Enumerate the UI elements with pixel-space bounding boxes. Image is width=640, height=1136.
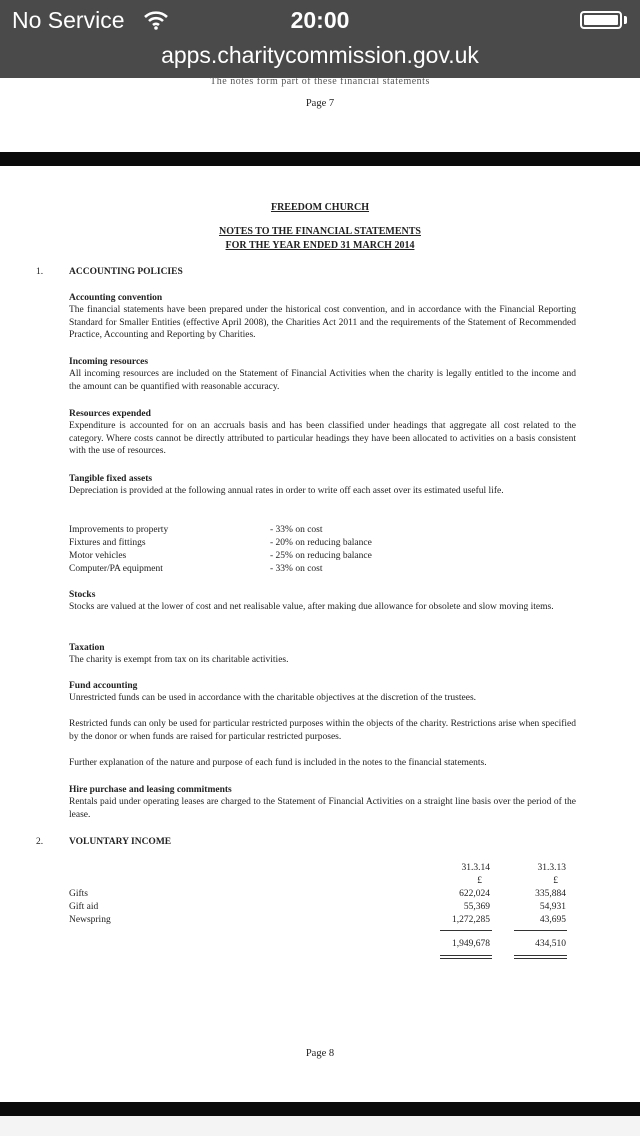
table-cell: 1,272,285 bbox=[452, 915, 490, 925]
leasing-text: Rentals paid under operating leases are charged to the Statement of Financial Activities on a straight line basis over the period of the lease. bbox=[69, 797, 576, 820]
document-page-8 bbox=[0, 166, 640, 1102]
clock-label: 20:00 bbox=[290, 7, 350, 33]
battery-icon bbox=[580, 11, 622, 29]
leasing-heading: Hire purchase and leasing commitments bbox=[69, 785, 232, 795]
restricted-funds-text: Restricted funds can only be used for particular restricted purposes within the objects of the charity. Restrictions arise when specified by the donor or when funds are raised for particular restricted purposes. bbox=[69, 719, 576, 742]
stocks-heading: Stocks bbox=[69, 590, 96, 600]
total-rule bbox=[514, 958, 567, 959]
section-number: 1. bbox=[36, 267, 44, 277]
subtotal-rule bbox=[514, 930, 567, 931]
depreciation-asset: Fixtures and fittings bbox=[69, 538, 146, 548]
stocks-text: Stocks are valued at the lower of cost and net realisable value, after making due allowance for obsolete and slow moving items. bbox=[69, 602, 554, 612]
fixed-assets-heading: Tangible fixed assets bbox=[69, 474, 153, 484]
incoming-resources-heading: Incoming resources bbox=[69, 357, 149, 367]
page-number: Page 8 bbox=[305, 1048, 335, 1059]
carrier-label: No Service bbox=[12, 7, 125, 33]
organisation-name: FREEDOM CHURCH bbox=[270, 202, 370, 213]
table-cell: 55,369 bbox=[463, 902, 490, 912]
total-rule bbox=[440, 955, 492, 956]
total-rule bbox=[440, 958, 492, 959]
page-separator bbox=[0, 1102, 640, 1116]
table-row-label: Gift aid bbox=[69, 902, 99, 912]
table-total: 1,949,678 bbox=[452, 939, 490, 949]
depreciation-rate: - 25% on reducing balance bbox=[270, 551, 372, 561]
depreciation-rate: - 20% on reducing balance bbox=[270, 538, 372, 548]
page-separator bbox=[0, 152, 640, 166]
depreciation-rate: - 33% on cost bbox=[270, 525, 323, 535]
section-title: VOLUNTARY INCOME bbox=[69, 837, 172, 847]
depreciation-rate: - 33% on cost bbox=[270, 564, 323, 574]
address-bar[interactable] bbox=[0, 40, 640, 78]
resources-expended-text: Expenditure is accounted for on an accruals basis and has been classified under headings that aggregate all cost related to the category. Where costs cannot be directly attributed to particular headings they have been allocated to activities on a basis consistent with the use of resources. bbox=[69, 421, 576, 456]
fund-accounting-heading: Fund accounting bbox=[69, 681, 138, 691]
url-text: apps.charitycommission.gov.uk bbox=[161, 42, 479, 68]
column-header: 31.3.13 bbox=[537, 863, 566, 873]
document-page-7 bbox=[0, 78, 640, 152]
page-number: Page 7 bbox=[305, 98, 335, 109]
page-footnote: The notes form part of these financial statements bbox=[210, 76, 430, 87]
table-cell: 335,884 bbox=[535, 889, 566, 899]
battery-tip-icon bbox=[624, 16, 627, 24]
table-row-label: Gifts bbox=[69, 889, 88, 899]
fund-accounting-text: Unrestricted funds can be used in accordance with the charitable objectives at the discretion of the trustees. bbox=[69, 693, 477, 703]
next-page-edge bbox=[0, 1116, 640, 1136]
depreciation-asset: Motor vehicles bbox=[69, 551, 127, 561]
incoming-resources-text: All incoming resources are included on the Statement of Financial Activities when the charity is legally entitled to the income and the amount can be quantified with reasonable accuracy. bbox=[69, 369, 576, 392]
table-cell: 43,695 bbox=[539, 915, 566, 925]
table-total: 434,510 bbox=[535, 939, 566, 949]
column-header: 31.3.14 bbox=[461, 863, 490, 873]
fund-explanation-text: Further explanation of the nature and purpose of each fund is included in the notes to the financial statements. bbox=[69, 758, 487, 768]
table-cell: 622,024 bbox=[459, 889, 490, 899]
section-number: 2. bbox=[36, 837, 44, 847]
currency-label: £ bbox=[553, 876, 558, 886]
fixed-assets-text: Depreciation is provided at the following annual rates in order to write off each asset over its estimated useful life. bbox=[69, 486, 504, 496]
table-cell: 54,931 bbox=[539, 902, 566, 912]
resources-expended-heading: Resources expended bbox=[69, 409, 151, 419]
taxation-text: The charity is exempt from tax on its charitable activities. bbox=[69, 655, 289, 665]
table-row-label: Newspring bbox=[69, 915, 111, 925]
accounting-convention-heading: Accounting convention bbox=[69, 293, 163, 303]
section-title: ACCOUNTING POLICIES bbox=[69, 267, 183, 277]
accounting-convention-text: The financial statements have been prepared under the historical cost convention, and in accordance with the Financial Reporting Standard for Smaller Entities (effective April 2008), the Charities Act 2011 and the requirements of the Statement of Recommended Practice, Accounting and Reporting by Charities. bbox=[69, 305, 576, 340]
total-rule bbox=[514, 955, 567, 956]
notes-subtitle: FOR THE YEAR ENDED 31 MARCH 2014 bbox=[225, 240, 415, 251]
status-bar bbox=[0, 0, 640, 40]
taxation-heading: Taxation bbox=[69, 643, 105, 653]
depreciation-asset: Improvements to property bbox=[69, 525, 169, 535]
currency-label: £ bbox=[477, 876, 482, 886]
depreciation-asset: Computer/PA equipment bbox=[69, 564, 163, 574]
subtotal-rule bbox=[440, 930, 492, 931]
notes-title: NOTES TO THE FINANCIAL STATEMENTS bbox=[219, 226, 421, 237]
